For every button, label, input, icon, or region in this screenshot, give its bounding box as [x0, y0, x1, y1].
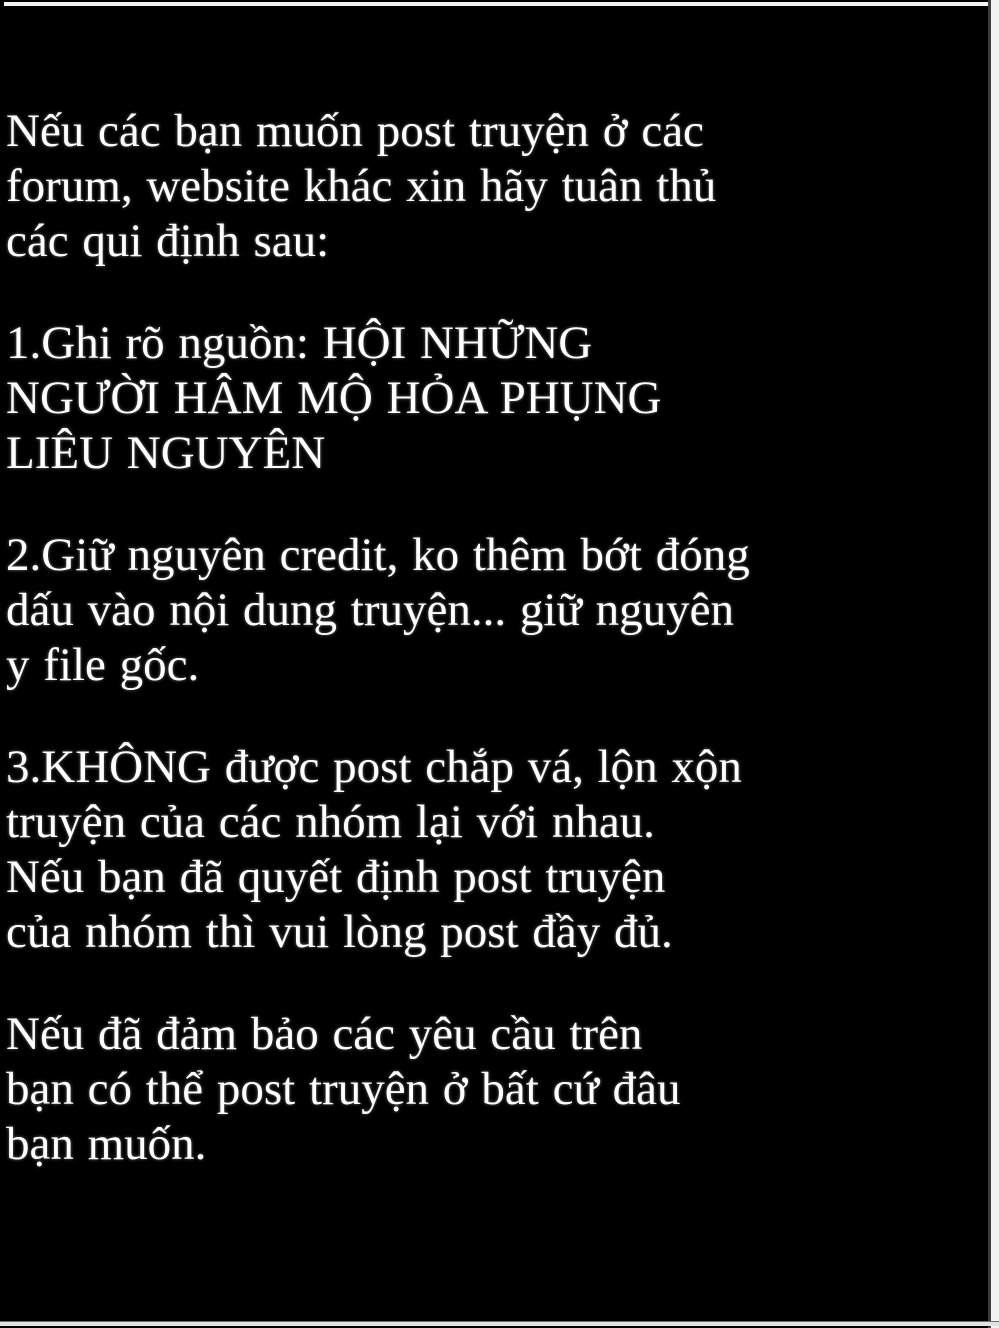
text-line: 3.KHÔNG được post chắp vá, lộn xộn: [6, 741, 742, 793]
page-border-bottom: [0, 1321, 999, 1326]
text-line: bạn có thể post truyện ở bất cứ đâu: [6, 1063, 681, 1115]
paragraph-rule-1: [6, 316, 975, 481]
paragraph-rule-2: [6, 528, 975, 693]
text-line: Nếu bạn đã quyết định post truyện: [6, 851, 666, 903]
text-line: bạn muốn.: [6, 1118, 207, 1170]
paragraph-intro: [6, 104, 975, 269]
text-line: NGƯỜI HÂM MỘ HỎA PHỤNG: [6, 372, 662, 424]
text-line: Nếu các bạn muốn post truyện ở các: [6, 105, 704, 157]
page-edge-right: [988, 0, 999, 1328]
text-line: truyện của các nhóm lại với nhau.: [6, 796, 655, 848]
text-line: 1.Ghi rõ nguồn: HỘI NHỮNG: [6, 317, 593, 369]
text-line: 2.Giữ nguyên credit, ko thêm bớt đóng: [6, 529, 750, 581]
paragraph-rule-3: [6, 740, 975, 960]
text-line: các qui định sau:: [6, 215, 330, 267]
notice-text: [6, 0, 975, 1219]
text-line: forum, website khác xin hãy tuân thủ: [6, 160, 717, 212]
text-line: dấu vào nội dung truyện... giữ nguyên: [6, 584, 734, 636]
text-line: y file gốc.: [6, 639, 200, 691]
text-line: của nhóm thì vui lòng post đầy đủ.: [6, 906, 673, 958]
text-line: Nếu đã đảm bảo các yêu cầu trên: [6, 1008, 643, 1060]
text-line: LIÊU NGUYÊN: [6, 427, 326, 479]
paragraph-closing: [6, 1007, 975, 1172]
